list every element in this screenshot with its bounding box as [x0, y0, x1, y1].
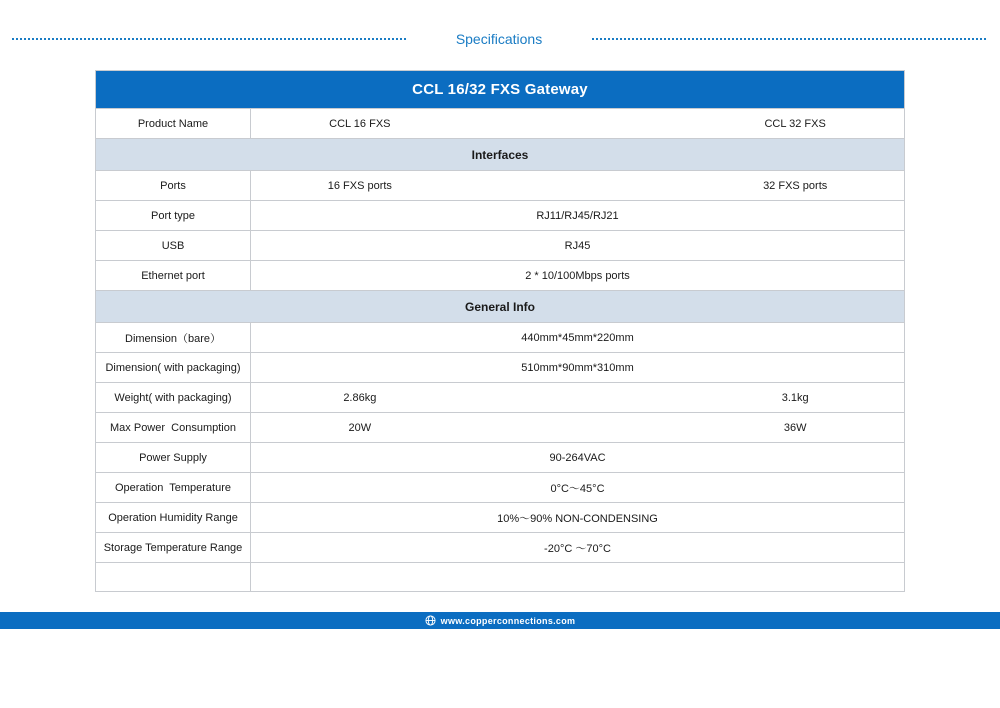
row-label: Max Power Consumption [96, 413, 251, 442]
row-value-right: CCL 32 FXS [764, 117, 826, 130]
row-label: Operation Temperature [96, 473, 251, 502]
table-row [96, 472, 904, 502]
table-row [96, 532, 904, 562]
table-row [96, 170, 904, 200]
row-label: Power Supply [96, 443, 251, 472]
page-header [12, 30, 986, 48]
row-label: Storage Temperature Range [96, 533, 251, 562]
section-header-row [96, 138, 904, 170]
dotted-divider-left [12, 38, 406, 40]
row-label [96, 563, 251, 591]
row-values [251, 109, 904, 138]
table-body [96, 108, 904, 591]
row-value-spacer [469, 413, 687, 442]
row-value-left: 20W [348, 421, 372, 434]
table-row [96, 200, 904, 230]
footer-url[interactable]: www.copperconnections.com [440, 615, 576, 626]
spec-table [95, 70, 905, 592]
section-title: Interfaces [471, 147, 529, 162]
row-value-right: 36W [783, 421, 807, 434]
row-label: USB [96, 231, 251, 260]
row-values [251, 171, 904, 200]
table-row [96, 562, 904, 591]
row-value: -20°C ～70°C [544, 542, 611, 555]
table-row [96, 108, 904, 138]
row-value-spacer [469, 383, 687, 412]
row-label: Ethernet port [96, 261, 251, 290]
table-row [96, 322, 904, 352]
row-label: Weight( with packaging) [96, 383, 251, 412]
row-value-left: CCL 16 FXS [329, 117, 391, 130]
table-row [96, 382, 904, 412]
row-values [251, 383, 904, 412]
row-value-spacer [469, 171, 687, 200]
row-values [251, 413, 904, 442]
table-row [96, 412, 904, 442]
table-row [96, 352, 904, 382]
table-row [96, 260, 904, 290]
row-value: 440mm*45mm*220mm [521, 331, 634, 344]
row-label: Dimension（bare） [96, 323, 251, 352]
row-value-right: 3.1kg [781, 391, 809, 404]
row-value: 510mm*90mm*310mm [521, 361, 634, 374]
row-value-right: 32 FXS ports [763, 179, 828, 192]
row-label: Port type [96, 201, 251, 230]
row-value-left: 2.86kg [343, 391, 377, 404]
row-value: RJ45 [564, 239, 591, 252]
page-title: Specifications [455, 31, 543, 47]
row-label: Ports [96, 171, 251, 200]
row-label: Operation Humidity Range [96, 503, 251, 532]
row-value: RJ11/RJ45/RJ21 [536, 209, 619, 222]
page-footer [0, 612, 1000, 629]
row-value: 0°C～45°C [550, 482, 605, 495]
section-header-row [96, 290, 904, 322]
row-value: 10%～90% NON-CONDENSING [497, 512, 658, 525]
row-label: Product Name [96, 109, 251, 138]
globe-icon [425, 615, 436, 626]
table-row [96, 502, 904, 532]
table-title: CCL 16/32 FXS Gateway [96, 71, 904, 108]
row-value: 2 * 10/100Mbps ports [525, 269, 630, 282]
table-row [96, 442, 904, 472]
row-label: Dimension( with packaging) [96, 353, 251, 382]
row-value-left: 16 FXS ports [327, 179, 392, 192]
dotted-divider-right [592, 38, 986, 40]
table-row [96, 230, 904, 260]
row-value-spacer [469, 109, 687, 138]
section-title: General Info [464, 299, 535, 314]
row-value: 90-264VAC [549, 451, 606, 464]
row-value [251, 563, 904, 591]
